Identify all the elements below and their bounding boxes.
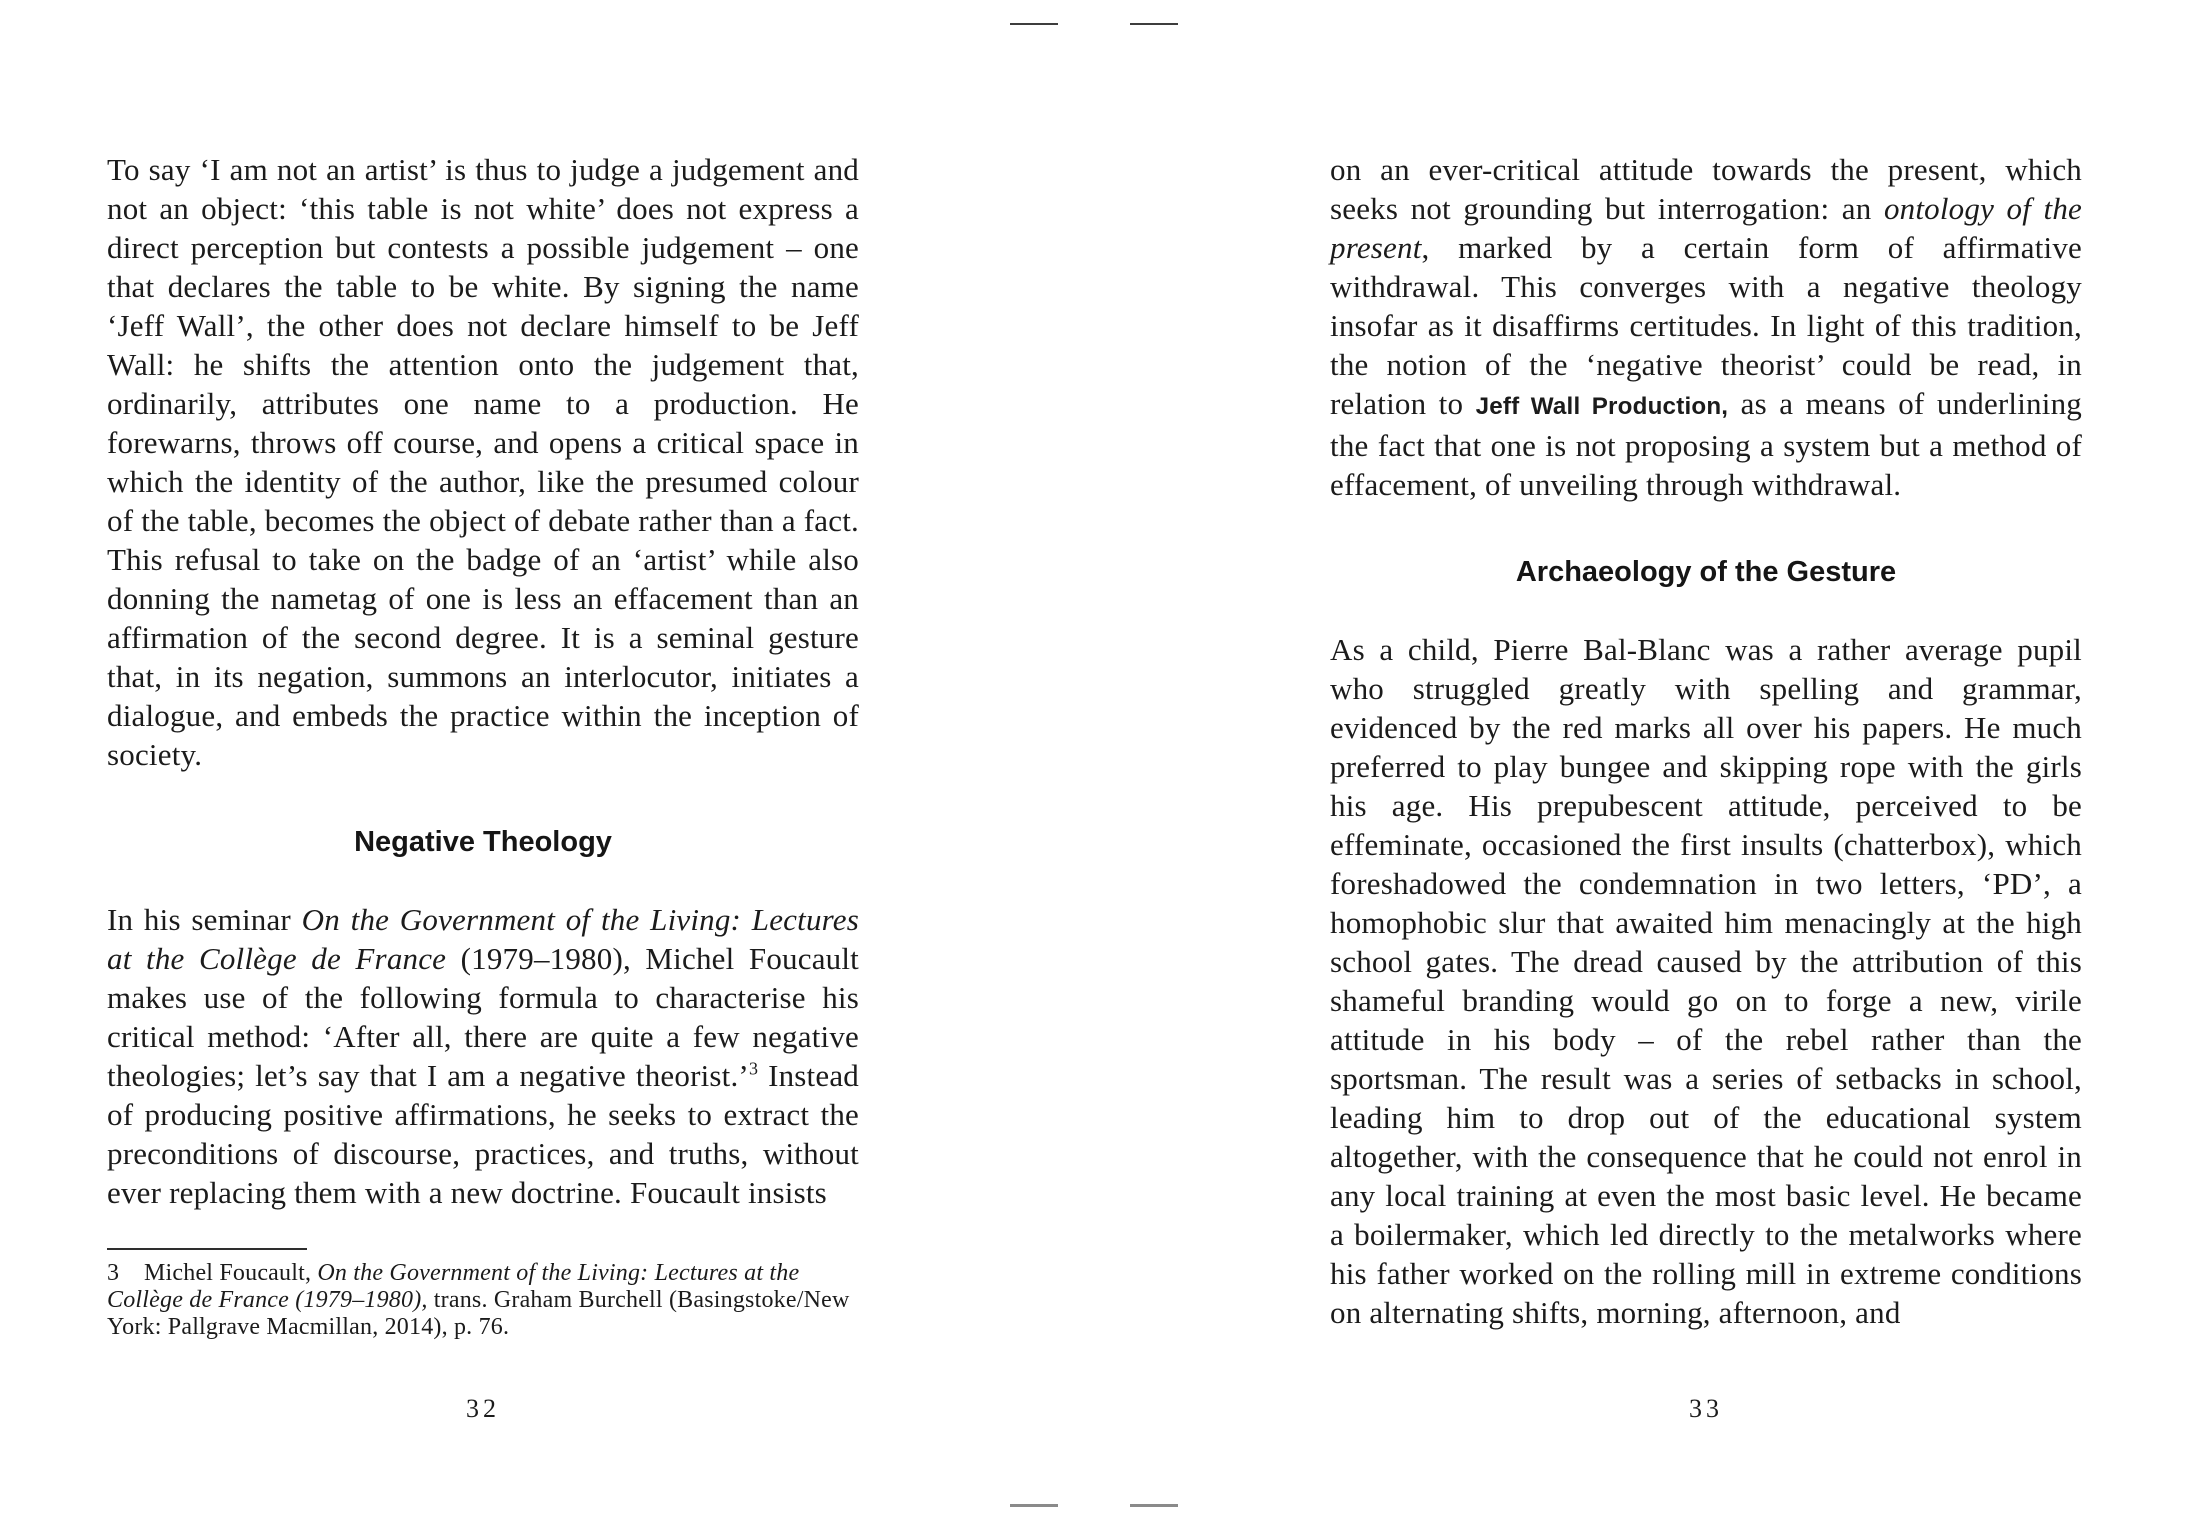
footnote-text: 3 Michel Foucault, On the Government of the Living: Lectures at the Collège de France (1979–1980), trans. Graham Burchell (Basingstoke/New York: Pallgrave Macmillan, 2014), p. 76. — [107, 1260, 850, 1340]
left-section-heading: Negative Theology — [354, 826, 612, 858]
right-section-heading: Archaeology of the Gesture — [1515, 556, 1897, 588]
collation-mark-top-right — [1130, 23, 1178, 25]
left-paragraph-1: To say ‘I am not an artist’ is thus to judge a judgement and not an object: ‘this table is not white’ does not express a direct perception but contests a possible judgement – one that declares the table to be white. By signing the name ‘Jeff Wall’, the other does not declare himself to be Jeff Wall: he shifts the attention onto the judgement that, ordinarily, attributes one name to a production. He forewarns, throws off course, and opens a critical space in which the identity of the author, like the presumed colour of the table, becomes the object of debate rather than a fact. This refusal to take on the badge of an ‘artist’ while also donning the nametag of one is less an effacement than an affirmation of the second degree. It is a seminal gesture that, in its negation, summons an interlocutor, initiates a dialogue, and embeds the practice within the inception of society. — [107, 152, 859, 772]
collation-mark-top-left — [1010, 23, 1058, 25]
page-number-left: 32 — [466, 1394, 500, 1423]
footnote-rule — [107, 1248, 307, 1250]
page-left — [107, 150, 859, 1480]
footnote-block — [107, 1248, 859, 1341]
right-paragraph-1: on an ever-critical attitude towards the present, which seeks not grounding but interrogation: an ontology of the present, marked by a certain form of affirmative withdrawal. This converges with a negative theology insofar as it disaffirms certitudes. In light of this tradition, the notion of the ‘negative theorist’ could be read, in relation to Jeff Wall Production, as a means of underlining the fact that one is not proposing a system but a method of effacement, of unveiling through withdrawal. — [1330, 152, 2082, 502]
page-right — [1330, 150, 2082, 1480]
page-number-right: 33 — [1689, 1394, 1723, 1423]
left-paragraph-2: In his seminar On the Government of the Living: Lectures at the Collège de France (1979–1980), Michel Foucault makes use of the following formula to characterise his critical method: ‘After all, there are quite a few negative theologies; let’s say that I am a negative theorist.’$^3$ Instead of producing positive affirmations, he seeks to extract the preconditions of discourse, practices, and truths, without ever replacing them with a new doctrine. Foucault insists — [107, 902, 859, 1210]
collation-mark-bottom-left — [1010, 1504, 1058, 1507]
collation-mark-bottom-right — [1130, 1504, 1178, 1507]
right-paragraph-2: As a child, Pierre Bal-Blanc was a rather average pupil who struggled greatly with spelling and grammar, evidenced by the red marks all over his papers. He much preferred to play bungee and skipping rope with the girls his age. His prepubescent attitude, perceived to be effeminate, occasioned the first insults (chatterbox), which foreshadowed the condemnation in two letters, ‘PD’, a homophobic slur that awaited him menacingly at the high school gates. The dread caused by the attribution of this shameful branding would go on to forge a new, virile attitude in his body – of the rebel rather than the sportsman. The result was a series of setbacks in school, leading him to drop out of the educational system altogether, with the consequence that he could not enrol in any local training at even the most basic level. He became a boilermaker, which led directly to the metalworks where his father worked on the rolling mill in extreme conditions on alternating shifts, morning, afternoon, and — [1330, 632, 2082, 1330]
